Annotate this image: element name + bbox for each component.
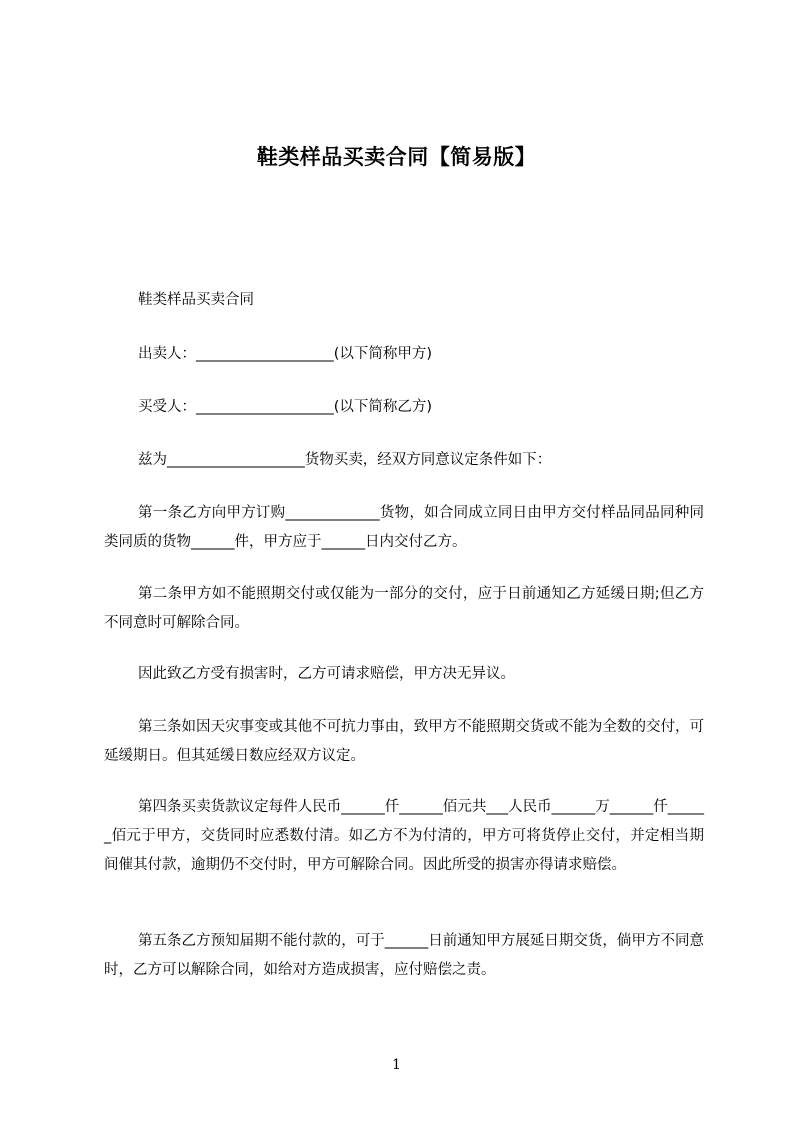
paragraph-article-4: 第四条买卖货款议定每件人民币______仟______佰元共___人民币______万______仟______佰元于甲方，交货同时应悉数付清。如乙方不为付清的，甲方可将货停止交付，并定相当期间催其付款，逾期仍不交付时，甲方可解除合同。因此所受的损害亦得请求赔偿。 (104, 799, 704, 873)
paragraph-article-3: 第三条如因天灾事变或其他不可抗力事由，致甲方不能照期交货或不能为全数的交付，可延缓期日。但其延缓日数应经双方议定。 (104, 719, 704, 764)
paragraph-seller: 出卖人：___________________(以下简称甲方) (138, 346, 433, 362)
paragraph-damages: 因此致乙方受有损害时，乙方可请求赔偿，甲方决无异议。 (138, 666, 515, 682)
paragraph-preamble: 兹为___________________货物买卖，经双方同意议定条件如下： (138, 452, 552, 468)
paragraph-article-5: 第五条乙方预知届期不能付款的，可于______日前通知甲方展延日期交货，倘甲方不同意时，乙方可以解除合同，如给对方造成损害，应付赔偿之责。 (104, 933, 704, 978)
paragraph-contract-name: 鞋类样品买卖合同 (138, 292, 254, 308)
paragraph-article-1: 第一条乙方向甲方订购_____________货物，如合同成立同日由甲方交付样品同品同种同类同质的货物______件，甲方应于______日内交付乙方。 (104, 505, 704, 550)
paragraph-buyer: 买受人：___________________(以下简称乙方) (138, 399, 433, 415)
page-number: 1 (392, 1057, 401, 1073)
paragraph-article-2: 第二条甲方如不能照期交付或仅能为一部分的交付，应于日前通知乙方延缓日期;但乙方不同意时可解除合同。 (104, 586, 704, 631)
document-title: 鞋类样品买卖合同【简易版】 (256, 145, 537, 169)
